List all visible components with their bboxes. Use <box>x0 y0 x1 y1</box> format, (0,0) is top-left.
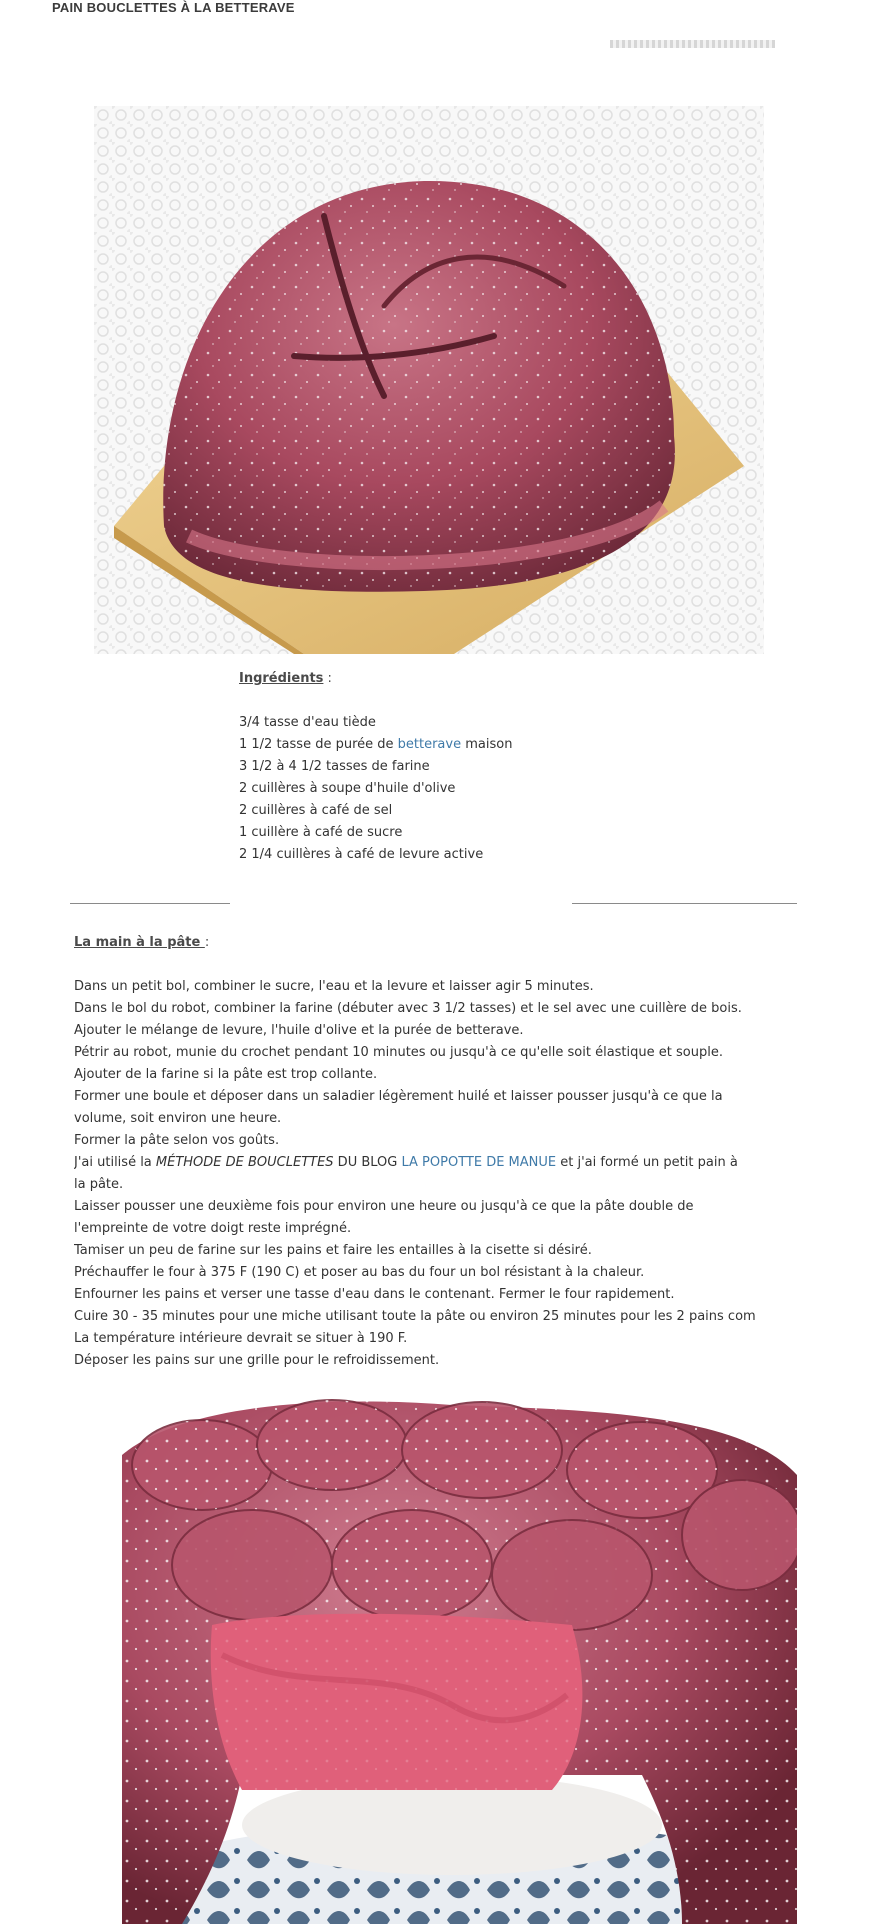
method-line: Pétrir au robot, munie du crochet pendant 10 minutes ou jusqu'à ce qu'elle soit élastique et souple. <box>74 1045 723 1060</box>
ingredient-item: 2 1/4 cuillères à café de levure active <box>239 847 484 862</box>
ingredients-heading: Ingrédients : <box>239 671 332 686</box>
ingredient-item: 2 cuillères à café de sel <box>239 803 393 818</box>
method-line: Ajouter le mélange de levure, l'huile d'olive et la purée de betterave. <box>74 1023 524 1038</box>
method-line: Dans un petit bol, combiner le sucre, l'eau et la levure et laisser agir 5 minutes. <box>74 979 594 994</box>
method-line: la pâte. <box>74 1177 124 1192</box>
method-line: Ajouter de la farine si la pâte est trop collante. <box>74 1067 378 1082</box>
ingredient-item: 1 cuillère à café de sucre <box>239 825 403 840</box>
scan-artifact <box>610 40 775 48</box>
method-line: Laisser pousser une deuxième fois pour environ une heure ou jusqu'à ce que la pâte double de <box>74 1199 694 1214</box>
bread-loaf-photo <box>94 106 764 654</box>
ingredients-section <box>239 668 512 866</box>
method-line: Tamiser un peu de farine sur les pains et faire les entailles à la cisette si désiré. <box>74 1243 592 1258</box>
method-line: La température intérieure devrait se situer à 190 F. <box>74 1331 408 1346</box>
method-line: Enfourner les pains et verser une tasse d'eau dans le contenant. Fermer le four rapidement. <box>74 1287 675 1302</box>
method-line: J'ai utilisé la MÉTHODE DE BOUCLETTES DU BLOG LA POPOTTE DE MANUE et j'ai formé un petit pain à <box>74 1155 738 1170</box>
ingredients-list <box>239 712 512 866</box>
ingredient-item: 3/4 tasse d'eau tiède <box>239 715 376 730</box>
method-line: Former une boule et déposer dans un saladier légèrement huilé et laisser pousser jusqu'à ce que la <box>74 1089 723 1104</box>
popotte-de-manue-link[interactable]: LA POPOTTE DE MANUE <box>401 1155 557 1170</box>
ingredient-item: 1 1/2 tasse de purée de betterave maison <box>239 737 513 752</box>
method-line: l'empreinte de votre doigt reste imprégné. <box>74 1221 352 1236</box>
method-line: Dans le bol du robot, combiner la farine (débuter avec 3 1/2 tasses) et le sel avec une cuillère de bois. <box>74 1001 742 1016</box>
pull-apart-bread-photo <box>122 1395 797 1924</box>
page-title: PAIN BOUCLETTES À LA BETTERAVE <box>52 0 295 15</box>
method-line: volume, soit environ une heure. <box>74 1111 282 1126</box>
method-line: Cuire 30 - 35 minutes pour une miche utilisant toute la pâte ou environ 25 minutes pour les 2 pains com <box>74 1309 756 1324</box>
ingredient-item: 2 cuillères à soupe d'huile d'olive <box>239 781 456 796</box>
divider-right <box>572 903 797 904</box>
method-section <box>74 932 798 1372</box>
betterave-link[interactable]: betterave <box>397 737 462 752</box>
ingredient-item: 3 1/2 à 4 1/2 tasses de farine <box>239 759 430 774</box>
method-line: Déposer les pains sur une grille pour le refroidissement. <box>74 1353 440 1368</box>
method-heading: La main à la pâte : <box>74 935 210 950</box>
method-line: Préchauffer le four à 375 F (190 C) et poser au bas du four un bol résistant à la chaleur. <box>74 1265 645 1280</box>
divider-left <box>70 903 230 904</box>
method-line: Former la pâte selon vos goûts. <box>74 1133 280 1148</box>
